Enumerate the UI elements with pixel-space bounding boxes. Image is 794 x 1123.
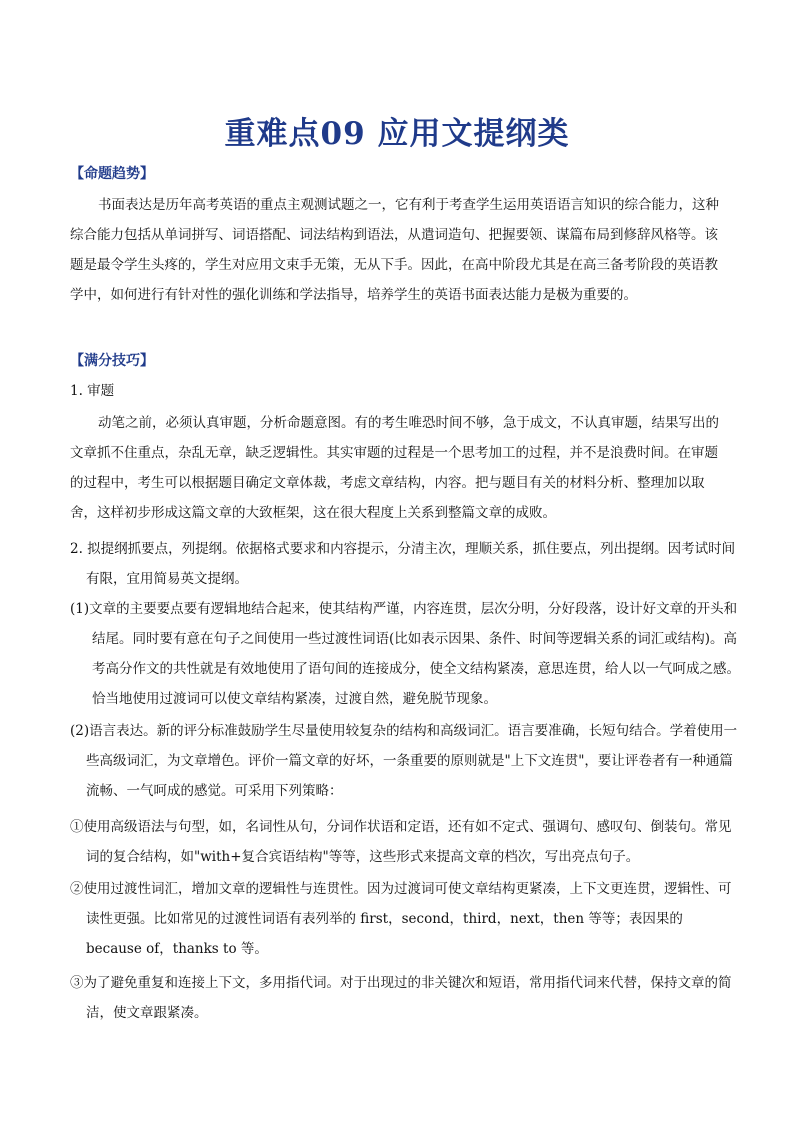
trend-heading: 【命题趋势】 bbox=[70, 166, 154, 182]
strategy1-paragraph: ①使用高级语法与句型，如，名词性从句，分词作状语和定语，还有如不定式、强调句、感叹句、倒装句。常见词的复合结构，如"with+复合宾语结构"等等，这些形式来提高文章的档次，写出亮点句子。 bbox=[70, 819, 732, 865]
step1-paragraph: 动笔之前，必须认真审题，分析命题意图。有的考生唯恐时间不够，急于成文，不认真审题，结果写出的文章抓不住重点，杂乱无章，缺乏逻辑性。其实审题的过程是一个思考加工的过程，并不是浪费时间。在审题的过程中，考生可以根据题目确定文章体裁，考虑文章结构，内容。把与题目有关的材料分析、整理加以取舍，这样初步形成这篇文章的大致框架，这在很大程度上关系到整篇文章的成败。 bbox=[70, 415, 719, 521]
strategy2-paragraph: ②使用过渡性词汇，增加文章的逻辑性与连贯性。因为过渡词可使文章结构更紧凑，上下文更连贯，逻辑性、可读性更强。比如常见的过渡性词语有表列举的 first，second，third，next，then 等等；表因果的 because of，thanks to 等。 bbox=[70, 881, 732, 957]
strategy3-paragraph: ③为了避免重复和连接上下文，多用指代词。对于出现过的非关键次和短语，常用指代词来代替，保持文章的简洁，使文章跟紧凑。 bbox=[70, 975, 732, 1021]
step1-title: 1. 审题 bbox=[70, 383, 115, 399]
page-title: 重难点09 应用文提纲类 bbox=[224, 116, 570, 152]
item1-paragraph: (1)文章的主要要点要有逻辑地结合起来，使其结构严谨，内容连贯，层次分明，分好段落，设计好文章的开头和结尾。同时要有意在句子之间使用一些过渡性词语(比如表示因果、条件、时间等逻辑关系的词汇或结构)。高考高分作文的共性就是有效地使用了语句间的连接成分，使全文结构紧凑，意思连贯，给人以一气呵成之感。恰当地使用过渡词可以使文章结构紧凑，过渡自然，避免脱节现象。 bbox=[70, 601, 740, 707]
skills-heading: 【满分技巧】 bbox=[70, 353, 154, 369]
step2-paragraph: 2. 拟提纲抓要点，列提纲。依据格式要求和内容提示，分清主次，理顺关系，抓住要点，列出提纲。因考试时间有限，宜用简易英文提纲。 bbox=[70, 541, 736, 587]
trend-paragraph: 书面表达是历年高考英语的重点主观测试题之一，它有利于考查学生运用英语语言知识的综合能力，这种综合能力包括从单词拼写、词语搭配、词法结构到语法，从遣词造句、把握要领、谋篇布局到修辞风格等。该题是最令学生头疼的，学生对应用文束手无策，无从下手。因此，在高中阶段尤其是在高三备考阶段的英语教学中，如何进行有针对性的强化训练和学法指导，培养学生的英语书面表达能力是极为重要的。 bbox=[70, 197, 719, 303]
item2-paragraph: (2)语言表达。新的评分标准鼓励学生尽量使用较复杂的结构和高级词汇。语言要准确，长短句结合。学着使用一些高级词汇，为文章增色。评价一篇文章的好坏，一条重要的原则就是"上下文连贯"，要让评卷者有一种通篇流畅、一气呵成的感觉。可采用下列策略： bbox=[70, 723, 738, 799]
